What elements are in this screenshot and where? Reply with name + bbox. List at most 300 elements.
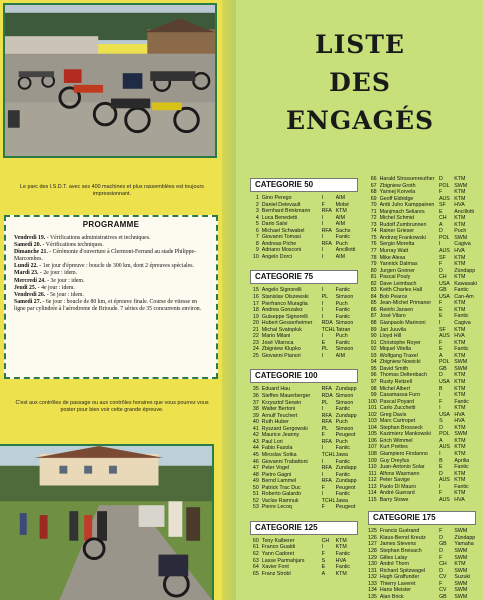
entry-number: 93 — [370, 352, 377, 359]
entry-rider: Angelo Signorelli — [261, 287, 302, 294]
entry-country: AUS — [439, 444, 450, 451]
entry-make: Aprilia — [454, 457, 470, 464]
entry-make: HVA — [454, 248, 465, 255]
entry-rider: Fabio Fasola — [261, 445, 293, 452]
entry-country: I — [321, 221, 324, 228]
entry-number: 51 — [252, 491, 259, 498]
entry-country: E — [438, 346, 443, 353]
entry-make: Ancillotti — [335, 247, 356, 254]
entry-country: GB — [439, 593, 447, 600]
entry-rider: Yannick Dalmas — [379, 261, 418, 268]
entry-make: SWM — [454, 593, 468, 600]
entry-number: 92 — [370, 346, 377, 353]
entry-number: 65 — [252, 570, 259, 577]
entry-number: 83 — [370, 287, 377, 294]
entry-rider: Eduard Hau — [261, 386, 291, 393]
programme-day: Lundi 22. — [14, 263, 38, 270]
entry-number: 67 — [370, 182, 377, 189]
entry-number: 135 — [368, 593, 377, 600]
entry-country: CV — [439, 587, 447, 594]
entry-country: AUS — [438, 496, 450, 503]
category-heading: CATEGORIE 175 — [368, 511, 476, 525]
programme-day: Dimanche 21. — [14, 249, 48, 256]
entry-country: USA — [438, 378, 450, 385]
entry-country: RFA — [321, 438, 332, 445]
entry-make: HVA — [454, 333, 465, 340]
entry-make: Sachs — [335, 227, 351, 234]
entry-number: 73 — [370, 221, 377, 228]
entry-number: 40 — [252, 419, 259, 426]
entry-country: RFA — [321, 240, 332, 247]
entry-make: KTM — [454, 561, 466, 568]
entry-country: I — [321, 313, 324, 320]
entry-country: TCHL — [321, 497, 336, 504]
entry-country: PL — [321, 425, 329, 432]
programme-entry — [14, 285, 210, 292]
entry-number: 85 — [370, 300, 377, 307]
entry-make: Fantic — [335, 550, 351, 557]
programme-body — [14, 235, 210, 313]
entry-rider: Daniel Delevault — [261, 201, 301, 208]
entry-rider: Pascal Poyard — [379, 398, 414, 405]
entry-country: D — [439, 567, 443, 574]
entry-country: CH — [438, 274, 447, 281]
entry-number: 78 — [370, 254, 377, 261]
entry-rider: Giampiero Findanno — [379, 450, 428, 457]
entry-country: A — [439, 437, 443, 444]
entry-number: 90 — [370, 333, 377, 340]
entry-number: 52 — [252, 497, 259, 504]
entry-country: F — [321, 550, 325, 557]
entry-number: 43 — [252, 438, 259, 445]
entry-make: KTM — [454, 189, 466, 196]
entry-rider: Xavier Font — [261, 564, 289, 571]
entry-country: RFA — [321, 478, 332, 485]
entry-country: PL — [321, 346, 329, 353]
entry-number: 60 — [252, 537, 259, 544]
entry-rider: Luca Benedetti — [261, 214, 298, 221]
programme-day: Vendredi 19. — [14, 235, 46, 241]
entry-make: SWM — [454, 547, 468, 554]
entry-rider: Erich Wimmel — [379, 437, 413, 444]
programme-entry — [14, 292, 210, 299]
entry-rider: David Smith — [379, 365, 409, 372]
category-heading: CATEGORIE 125 — [250, 521, 358, 535]
entry-country: E — [438, 313, 443, 320]
entry-make: Fantic — [454, 313, 469, 320]
programme-entry — [14, 270, 210, 277]
entry-country: USA — [438, 293, 450, 300]
entry-rider: Pascal Pouly — [379, 274, 411, 281]
entry-make: Puch — [335, 300, 348, 307]
entry-rider: Jurgen Greiner — [379, 267, 415, 274]
entry-make: KTM — [454, 470, 466, 477]
entry-make: KTM — [335, 570, 347, 577]
entry-rider: Dario Salvi — [261, 221, 288, 228]
entry-country: CH — [321, 537, 330, 544]
entry-number: 72 — [370, 215, 377, 222]
page-gutter — [222, 0, 236, 600]
entry-number: 127 — [368, 541, 377, 548]
entry-number: 48 — [252, 471, 259, 478]
category-heading: CATEGORIE 100 — [250, 369, 358, 383]
entry-rider: Yann Cadoret — [261, 550, 295, 557]
entry-make: KTM — [454, 437, 466, 444]
entry-make: Simson — [335, 320, 354, 327]
entry-make: AIM — [335, 195, 346, 201]
entry-make: SWM — [454, 567, 468, 574]
entry-number: 61 — [252, 544, 259, 551]
entry-number: 84 — [370, 293, 377, 300]
entry-number: 50 — [252, 484, 259, 491]
entry-make: Zundapp — [335, 386, 357, 393]
entry-number: 95 — [370, 365, 377, 372]
entry-rider: Geoff Eldridge — [379, 195, 414, 202]
entry-rider: Peter Savige — [379, 477, 410, 484]
entry-make: SWM — [454, 431, 468, 438]
entry-rider: Greg Davis — [379, 411, 407, 418]
page-title — [240, 26, 480, 140]
entry-make: Fantic — [335, 287, 351, 294]
category-block — [250, 521, 362, 577]
entry-country: F — [438, 339, 443, 346]
entry-make: KTM — [454, 378, 466, 385]
entry-make: AIM — [335, 221, 346, 228]
entry-rider: André Thorn — [379, 561, 410, 568]
entry-country: I — [321, 333, 324, 340]
entry-make: KTM — [454, 392, 466, 399]
entry-rider: Klaus-Bernd Kreutz — [379, 534, 426, 541]
entry-number: 5 — [255, 221, 259, 228]
entry-rider: Keith Charles Hall — [379, 287, 423, 294]
entry-country: I — [438, 320, 441, 327]
entry-number: 47 — [252, 465, 259, 472]
entry-country: AUS — [438, 333, 450, 340]
entry-country: POL — [438, 182, 450, 189]
entry-country: D — [439, 534, 443, 541]
entry-country: SF — [438, 326, 446, 333]
entry-number: 89 — [370, 326, 377, 333]
entry-rider: Michal Svatopluk — [261, 326, 302, 333]
entry-make: SWM — [454, 528, 468, 535]
entry-country: F — [438, 261, 443, 268]
entry-rider: Peter Vogel — [261, 465, 290, 472]
entry-make: AIM — [335, 214, 346, 221]
entry-country: F — [438, 300, 443, 307]
entry-rider: Manjmach Seliares — [379, 208, 425, 215]
category-block — [368, 176, 483, 503]
entry-make: Puch — [335, 333, 348, 340]
entry-rider: Jean-Michel Primaner — [379, 300, 432, 307]
entry-rider: Roberto Galardo — [261, 491, 301, 498]
entry-country: CV — [439, 574, 447, 581]
entry-make: Kawasaki — [454, 280, 477, 287]
entry-make: KTM — [454, 176, 466, 182]
entry-make: Simson — [335, 294, 354, 301]
entry-rider: Andreas Piche — [261, 240, 297, 247]
entry-make: Can-Am — [454, 293, 474, 300]
entry-country: I — [321, 300, 324, 307]
entry-country: USA — [438, 280, 450, 287]
programme-text: - 4e jour : idem. — [36, 284, 75, 291]
entry-number: 79 — [370, 261, 377, 268]
entry-make: Zundapp — [335, 478, 357, 485]
entry-country: PL — [321, 294, 329, 301]
entry-make: Fantic — [454, 287, 469, 294]
entry-country: RDA — [321, 320, 333, 327]
programme-text: - Cérémonie d'ouverture à Clermont-Ferrand au stade Philippe-Marcombes. — [14, 249, 197, 263]
entry-number: 103 — [368, 418, 377, 425]
entry-country: I — [438, 392, 441, 399]
entry-number: 113 — [368, 483, 377, 490]
entry-make: Cagiva — [454, 241, 471, 248]
entry-rider: Stephan Brosseck — [379, 424, 423, 431]
entry-rider: Zbigniew Nowicki — [379, 359, 421, 366]
entry-rider: Hans Meister — [379, 587, 412, 594]
entry-make: KTM — [454, 215, 466, 222]
entry-number: 75 — [370, 234, 377, 241]
entry-rider: Ruth Huber — [261, 419, 289, 426]
entry-rider: Paul Lori — [261, 438, 283, 445]
entry-make: HVA — [454, 411, 465, 418]
entry-make: Fantic — [454, 464, 469, 471]
entry-country: CH — [439, 561, 447, 568]
entry-country: I — [439, 450, 441, 457]
entry-rider: Zbigniew Klupko — [261, 346, 301, 353]
entry-rider: Francis Guérand — [379, 528, 420, 535]
programme-entry — [14, 299, 210, 313]
entry-number: 71 — [370, 208, 377, 215]
entry-number: 133 — [368, 580, 377, 587]
entry-make: Simson — [335, 399, 354, 406]
entry-rider: Angelo Dorci — [261, 253, 293, 260]
entry-number: 107 — [368, 444, 377, 451]
entry-rider: Sergio Moretta — [379, 241, 415, 248]
entry-country: RFA — [321, 208, 332, 215]
entry-make: Zündapp — [454, 267, 476, 274]
entry-make: KTM — [454, 385, 466, 392]
category-block — [368, 511, 483, 600]
entry-rider: Richard Spitzwagel — [379, 567, 426, 574]
entry-make: KTM — [335, 544, 347, 551]
entry-make: Fantic — [454, 398, 469, 405]
entry-rider: Zbigniew Groth — [379, 182, 416, 189]
entry-country: RFA — [321, 419, 332, 426]
entry-country: I — [321, 471, 324, 478]
entry-rider: Michel Albert — [379, 385, 410, 392]
entry-country: GB — [438, 365, 447, 372]
entry-number: 87 — [370, 313, 377, 320]
entry-make: KTM — [454, 405, 466, 412]
entry-make: Jawa — [335, 497, 349, 504]
entry-make: KTM — [454, 254, 466, 261]
entry-country: I — [321, 307, 324, 314]
entry-number: 77 — [370, 248, 377, 255]
programme-text: - 2e jour : idem. — [38, 270, 78, 277]
entry-country: GB — [439, 541, 447, 548]
entry-rider: Kurt Prettes — [379, 444, 408, 451]
entry-rider: Giovanni Pianori — [261, 352, 301, 359]
checkpoint-caption: C'est aux contrôles de passage ou aux contrôles horaires que vous pourrez vous poster pour bien voir cette grande épreuve. — [15, 400, 209, 413]
entry-country: I — [321, 287, 324, 294]
entry-number: 19 — [252, 313, 259, 320]
title-line-1: LISTE — [315, 30, 405, 59]
entry-number: 88 — [370, 320, 377, 327]
programme-entry — [14, 242, 210, 249]
entry-make: Zundapp — [335, 412, 357, 419]
entry-number: 64 — [252, 564, 259, 571]
entry-number: 41 — [252, 425, 259, 432]
entry-country: A — [321, 570, 326, 577]
entry-number: 96 — [370, 372, 377, 379]
entry-make: KTM — [454, 450, 466, 457]
entry-row — [250, 504, 362, 511]
entry-rider: Barry Stowe — [379, 496, 409, 503]
programme-entry — [14, 263, 210, 270]
entry-make: SWM — [454, 182, 468, 189]
entry-rider: Gilles Lalay — [379, 554, 408, 561]
entry-number: 21 — [252, 326, 259, 333]
entry-rider: Michael Schwabel — [261, 227, 305, 234]
entry-country: USA — [439, 411, 450, 418]
entry-number: 15 — [252, 287, 259, 294]
entry-country: I — [439, 405, 441, 412]
entry-rider: Vaclav Ramnuk — [261, 497, 299, 504]
entries-column-1 — [250, 178, 362, 582]
entry-rider: Thomas Deltenbach — [379, 372, 428, 379]
entry-rider: Gianpaolo Marinoni — [379, 320, 426, 327]
entry-rider: Christophe Royer — [379, 339, 421, 346]
entry-number: 70 — [370, 202, 377, 209]
entry-make: Peugeot — [335, 432, 356, 439]
entry-country: SF — [438, 254, 446, 261]
entry-country: I — [321, 247, 324, 254]
entry-number: 35 — [252, 386, 259, 393]
entry-rider: Bernhard Brinkmann — [261, 208, 311, 215]
entry-rider: Stanislav Olszewski — [261, 294, 309, 301]
entry-number: 125 — [368, 528, 377, 535]
entry-make: Fantic — [335, 339, 351, 346]
entry-rider: Maurice Jeanny — [261, 432, 300, 439]
entry-country: AUS — [438, 195, 450, 202]
entry-number: 114 — [368, 490, 377, 497]
entry-country: RFA — [321, 386, 332, 393]
entry-number: 99 — [370, 392, 377, 399]
entry-make: KTM — [454, 274, 466, 281]
programme-day: Vendredi 26. — [14, 291, 46, 298]
entry-number: 82 — [370, 280, 377, 287]
entry-number: 1 — [255, 195, 259, 201]
entry-rider: Juan-Antonio Solar — [379, 464, 425, 471]
entry-number: 94 — [370, 359, 377, 366]
entry-make: SWM — [454, 365, 468, 372]
entry-rider: Mike Alexa — [379, 254, 406, 261]
entry-rider: Rusty Reitzell — [379, 378, 412, 385]
entry-country: A — [438, 221, 443, 228]
entry-country: TCHL — [321, 326, 336, 333]
entry-number: 46 — [252, 458, 259, 465]
entry-country: F — [438, 189, 443, 196]
entry-make: KTM — [454, 339, 466, 346]
entry-number: 23 — [252, 339, 259, 346]
entry-country: B — [438, 385, 443, 392]
entry-number: 3 — [255, 208, 259, 215]
entry-number: 20 — [252, 320, 259, 327]
entry-country: F — [439, 528, 443, 535]
entry-rider: Pierfranco Muraglia — [261, 300, 308, 307]
entry-rider: Giovanni Tomasi — [261, 234, 301, 241]
entry-make: Peugeot — [335, 484, 356, 491]
entry-country: GB — [438, 287, 447, 294]
entry-number: 16 — [252, 294, 259, 301]
entry-number: 36 — [252, 393, 259, 400]
entry-number: 126 — [368, 534, 377, 541]
entry-rider: Franz Strobl — [261, 570, 291, 577]
entry-make: HVA — [454, 202, 465, 209]
entry-country: I — [321, 214, 324, 221]
entry-number: 86 — [370, 306, 377, 313]
paddock-photo — [3, 3, 217, 158]
programme-day: Mardi 23. — [14, 270, 39, 277]
programme-day: Mercredi 24. — [14, 277, 46, 284]
entry-rider: Dave Leimbach — [379, 280, 417, 287]
entry-number: 112 — [368, 477, 377, 484]
entry-number: 66 — [370, 176, 377, 182]
entry-number: 9 — [255, 247, 259, 254]
entry-country: RFA — [321, 465, 332, 472]
entry-country: CH — [438, 215, 447, 222]
entry-country: TCHL — [321, 451, 336, 458]
entry-rider: Murray Watt — [379, 248, 409, 255]
entry-make: Fantic — [454, 483, 469, 490]
category-heading: CATEGORIE 50 — [250, 178, 358, 192]
entry-country: RFA — [321, 227, 332, 234]
entry-number: 102 — [368, 411, 377, 418]
entry-country: AUS — [438, 248, 450, 255]
programme-text: - 1er jour d'épreuve : boucle de 300 km, dont 2 épreuves spéciales. — [37, 263, 194, 270]
entry-number: 80 — [370, 267, 377, 274]
entry-number: 105 — [368, 431, 377, 438]
entry-country: E — [321, 564, 326, 571]
entry-country: E — [321, 339, 326, 346]
entry-rider: Rudolf Zumbrunnen — [379, 221, 427, 228]
entry-country: POL — [438, 234, 450, 241]
entry-number: 4 — [255, 214, 259, 221]
entry-number: 25 — [252, 352, 259, 359]
entry-country: I — [321, 195, 324, 201]
entry-country: I — [321, 491, 324, 498]
entry-country: D — [439, 424, 443, 431]
entry-make: Ancillotti — [454, 208, 474, 215]
entry-number: 24 — [252, 346, 259, 353]
entry-country: S — [321, 557, 326, 564]
entry-number: 106 — [368, 437, 377, 444]
entry-rider: Adriano Mosconi — [261, 247, 302, 254]
entry-number: 62 — [252, 550, 259, 557]
entry-number: 131 — [368, 567, 377, 574]
entry-country: F — [439, 580, 443, 587]
entry-country: I — [321, 253, 324, 260]
entry-make: Simson — [335, 393, 354, 400]
entry-rider: Hubert Gesserheimer — [261, 320, 313, 327]
entry-number: 128 — [368, 547, 377, 554]
entry-country: I — [438, 241, 441, 248]
entry-country: I — [321, 458, 324, 465]
entry-country: F — [321, 484, 325, 491]
entry-number: 39 — [252, 412, 259, 419]
entry-country: I — [438, 483, 441, 490]
entry-rider: Krzysztof Serwin — [261, 399, 302, 406]
